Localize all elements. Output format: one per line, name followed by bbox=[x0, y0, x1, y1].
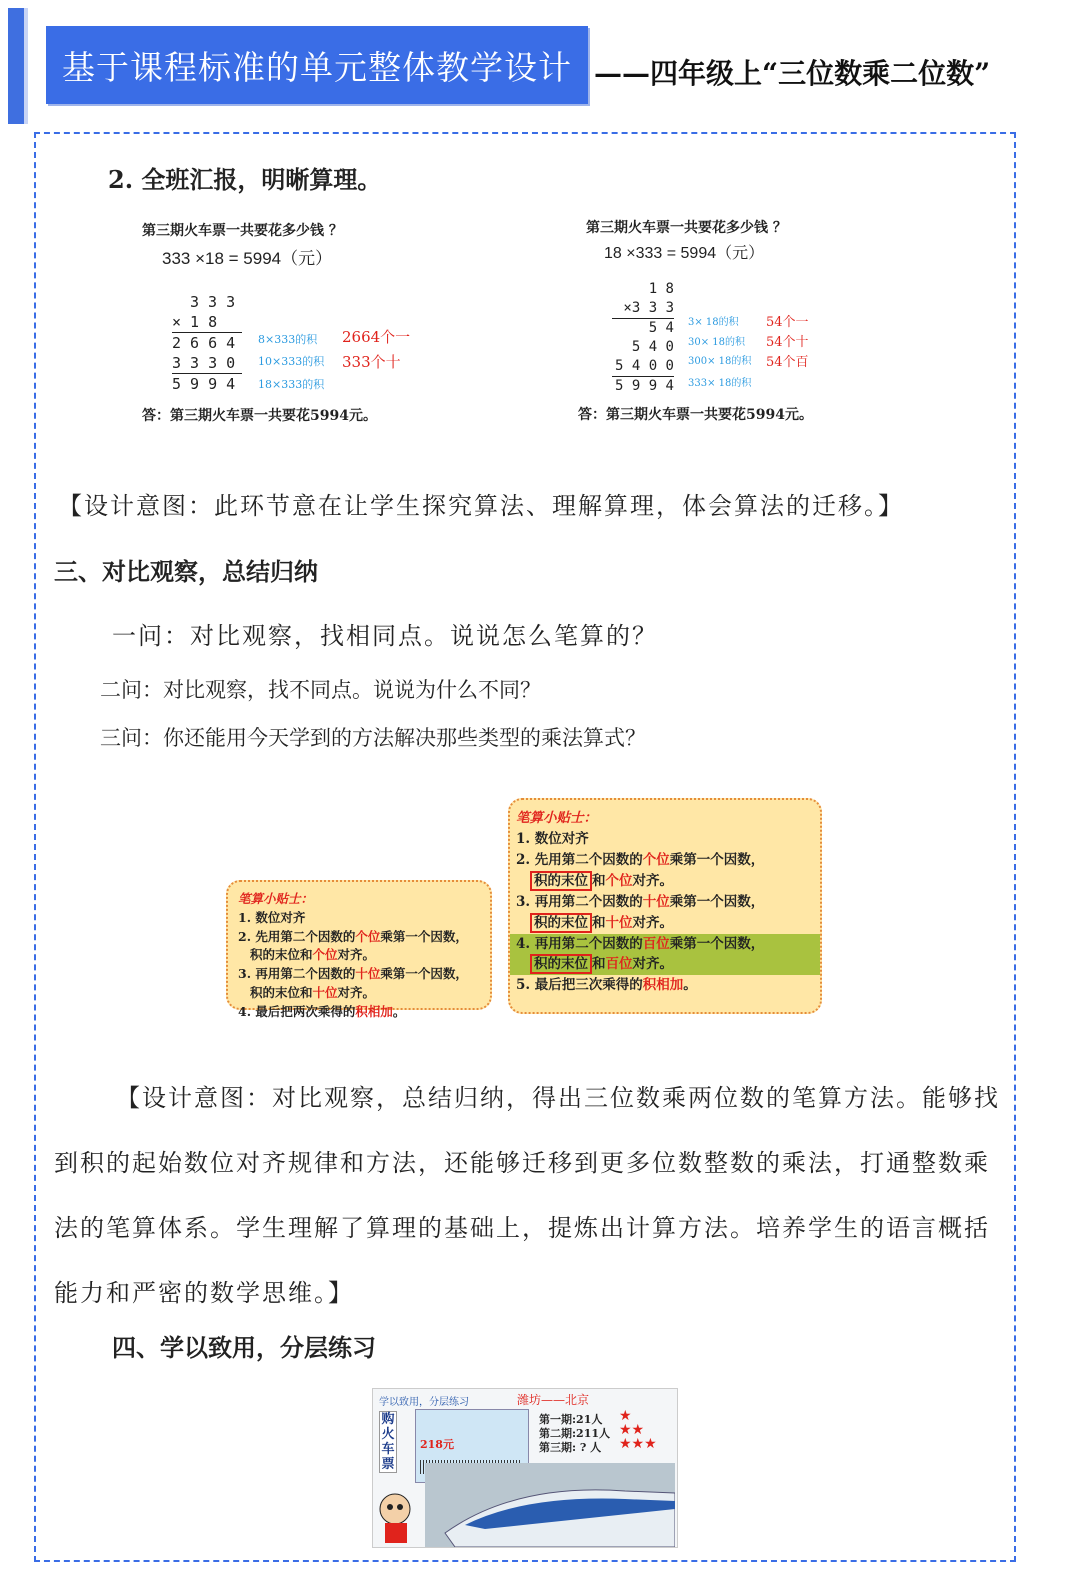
question-3: 三问：你还能用今天学到的方法解决那些类型的乘法算式？ bbox=[100, 726, 646, 750]
cartoon-character-icon bbox=[373, 1489, 419, 1547]
slide-side-label: 购火车票 bbox=[379, 1411, 397, 1473]
tip-card-small bbox=[226, 880, 492, 1019]
tip-highlight: 积相加 bbox=[355, 1003, 393, 1019]
tip-text: 乘第一个因数， bbox=[669, 893, 765, 910]
right-note: 300× 18的积 bbox=[688, 356, 752, 367]
left-note: 8×333的积 bbox=[258, 333, 318, 346]
left-answer: 答：第三期火车票一共要花5994元。 bbox=[142, 408, 377, 424]
left-note: 10×333的积 bbox=[258, 355, 325, 368]
design-note-2: 【设计意图：对比观察，总结归纳，得出三位数乘两位数的笔算方法。能够找到积的起始数位对齐规律和方法，还能够迁移到更多位数整数的乘法，打通整数乘法的笔算体系。学生理解了算理的基础上，提炼出计算方法。培养学生的语言概括能力和严密的数学思维。】 bbox=[54, 1084, 1000, 1307]
right-vertical-calc bbox=[612, 280, 674, 396]
tip-card-big bbox=[508, 798, 822, 1014]
tip-text: 3. 再用第二个因数的 bbox=[238, 966, 356, 981]
question-1: 一问：对比观察，找相同点。说说怎么笔算的？ bbox=[112, 622, 658, 650]
tip-line bbox=[238, 984, 480, 1003]
calc-row: 5 4 0 bbox=[631, 339, 674, 355]
tip-line bbox=[516, 954, 814, 975]
tip-highlight: 十位 bbox=[312, 984, 338, 1000]
calc-row: 5 4 bbox=[648, 320, 674, 336]
train-image bbox=[425, 1463, 675, 1547]
right-note: 30× 18的积 bbox=[688, 337, 746, 348]
tip-highlight: 个位 bbox=[312, 947, 338, 963]
section4-heading: 四、学以致用，分层练习 bbox=[112, 1333, 376, 1362]
right-count: 54个百 bbox=[766, 355, 809, 370]
tip-text: 5. 最后把三次乘得的 bbox=[516, 977, 643, 994]
left-equation: 333 ×18 = 5994（元） bbox=[162, 249, 333, 268]
tip-line bbox=[516, 975, 814, 996]
calc-row: 2 6 6 4 bbox=[172, 334, 236, 352]
header-accent-bar bbox=[8, 8, 28, 124]
right-question: 第三期火车票一共要花多少钱 ？ bbox=[586, 220, 787, 236]
tip-highlight: 十位 bbox=[642, 893, 670, 910]
right-equation: 18 ×333 = 5994（元） bbox=[604, 245, 765, 262]
right-answer: 答：第三期火车票一共要花5994元。 bbox=[578, 407, 813, 423]
right-note: 333× 18的积 bbox=[688, 378, 752, 389]
left-vertical-calc bbox=[172, 292, 242, 394]
ticket-price: 218元 bbox=[420, 1438, 454, 1451]
tip-text: 积的末位和 bbox=[250, 984, 313, 1000]
tip-highlight-band bbox=[510, 934, 820, 976]
tip-text: 4. 再用第二个因数的 bbox=[516, 935, 643, 952]
tip-text: 对齐。 bbox=[632, 956, 673, 973]
tip-text: 2. 先用第二个因数的 bbox=[238, 928, 356, 944]
tip-text: 。 bbox=[683, 977, 697, 994]
left-note: 18×333的积 bbox=[258, 378, 325, 391]
tip-text: 对齐。 bbox=[632, 914, 673, 931]
calc-row: 5 4 0 0 bbox=[612, 357, 674, 377]
calc-row: 3 3 3 0 bbox=[172, 353, 242, 374]
tip-line bbox=[516, 871, 814, 892]
tip-line bbox=[516, 892, 814, 913]
tip-text: 3. 再用第二个因数的 bbox=[516, 893, 643, 910]
tip-text: 乘第一个因数， bbox=[669, 851, 765, 868]
tip-highlight: 十位 bbox=[355, 966, 381, 981]
slide-top-label: 学以致用，分层练习 bbox=[379, 1397, 469, 1408]
tip-boxed: 积的末位 bbox=[530, 954, 592, 974]
tip-boxed: 积的末位 bbox=[530, 871, 592, 891]
tip-text: 乘第一个因数， bbox=[669, 935, 765, 952]
tip-text: 和 bbox=[592, 956, 606, 973]
tip-line: 1. 数位对齐 bbox=[238, 909, 306, 925]
tip-line bbox=[238, 965, 480, 984]
periods-list bbox=[539, 1413, 610, 1455]
page-title: 基于课程标准的单元整体教学设计 bbox=[46, 26, 588, 104]
tip-highlight: 个位 bbox=[642, 851, 670, 868]
tip-text: 乘第一个因数， bbox=[380, 928, 468, 944]
section3-heading: 三、对比观察，总结归纳 bbox=[54, 557, 318, 586]
tip-highlight: 十位 bbox=[605, 914, 633, 931]
page-subtitle: ——四年级上“三位数乘二位数” bbox=[594, 57, 991, 90]
calc-row: 3 3 3 bbox=[190, 293, 236, 311]
left-question: 第三期火车票一共要花多少钱 ？ bbox=[142, 223, 343, 239]
tip-title: 笔算小贴士： bbox=[238, 891, 314, 906]
tip-line: 1. 数位对齐 bbox=[516, 830, 589, 847]
tip-highlight: 积相加 bbox=[642, 977, 684, 994]
right-note: 3× 18的积 bbox=[688, 317, 739, 328]
tip-text: 和 bbox=[592, 872, 606, 889]
star-icon: ★ ★★ ★★★ bbox=[619, 1408, 657, 1452]
tip-text: 2. 先用第二个因数的 bbox=[516, 851, 643, 868]
calc-row: 1 8 bbox=[648, 281, 674, 297]
tip-line bbox=[516, 913, 814, 934]
period-item: 第二期:211人 bbox=[539, 1427, 611, 1440]
tip-text: 4. 最后把两次乘得的 bbox=[238, 1003, 356, 1019]
tip-highlight: 百位 bbox=[642, 935, 670, 952]
period-item: 第三期: ? 人 bbox=[539, 1441, 602, 1454]
tip-text: 乘第一个因数， bbox=[380, 966, 468, 981]
right-count: 54个一 bbox=[766, 315, 809, 330]
tip-text: 积的末位和 bbox=[250, 947, 313, 963]
tip-title: 笔算小贴士： bbox=[516, 810, 597, 826]
tip-text: 对齐。 bbox=[632, 872, 673, 889]
question-2: 二问：对比观察，找不同点。说说为什么不同？ bbox=[100, 678, 541, 702]
calc-row: 5 9 9 4 bbox=[614, 378, 674, 394]
tip-line bbox=[238, 928, 480, 947]
calc-row: 5 9 9 4 bbox=[172, 375, 236, 393]
tip-highlight: 个位 bbox=[605, 872, 633, 889]
slide-route: 潍坊——北京 bbox=[517, 1393, 590, 1407]
calc-row: × 1 8 bbox=[172, 312, 242, 333]
design-note-1: 【设计意图：此环节意在让学生探究算法、理解算理，体会算法的迁移。】 bbox=[58, 492, 904, 520]
period-item: 第一期:21人 bbox=[539, 1413, 603, 1426]
section2-heading: 2. 全班汇报，明晰算理。 bbox=[108, 165, 382, 194]
practice-slide bbox=[372, 1388, 678, 1548]
tip-text: 对齐。 bbox=[337, 984, 376, 1000]
tip-boxed: 积的末位 bbox=[530, 913, 592, 933]
calc-row: ×3 3 3 bbox=[612, 299, 674, 319]
tip-line bbox=[516, 934, 814, 955]
tip-line bbox=[516, 850, 814, 871]
tip-line bbox=[238, 1003, 480, 1022]
right-count: 54个十 bbox=[766, 335, 809, 350]
tip-line bbox=[238, 946, 480, 965]
tip-text: 。 bbox=[392, 1003, 406, 1019]
left-count: 333个十 bbox=[342, 353, 401, 371]
tip-highlight: 百位 bbox=[605, 956, 633, 973]
tip-text: 和 bbox=[592, 914, 606, 931]
tip-text: 对齐。 bbox=[337, 947, 376, 963]
left-count: 2664个一 bbox=[342, 328, 411, 346]
tip-highlight: 个位 bbox=[355, 928, 381, 944]
